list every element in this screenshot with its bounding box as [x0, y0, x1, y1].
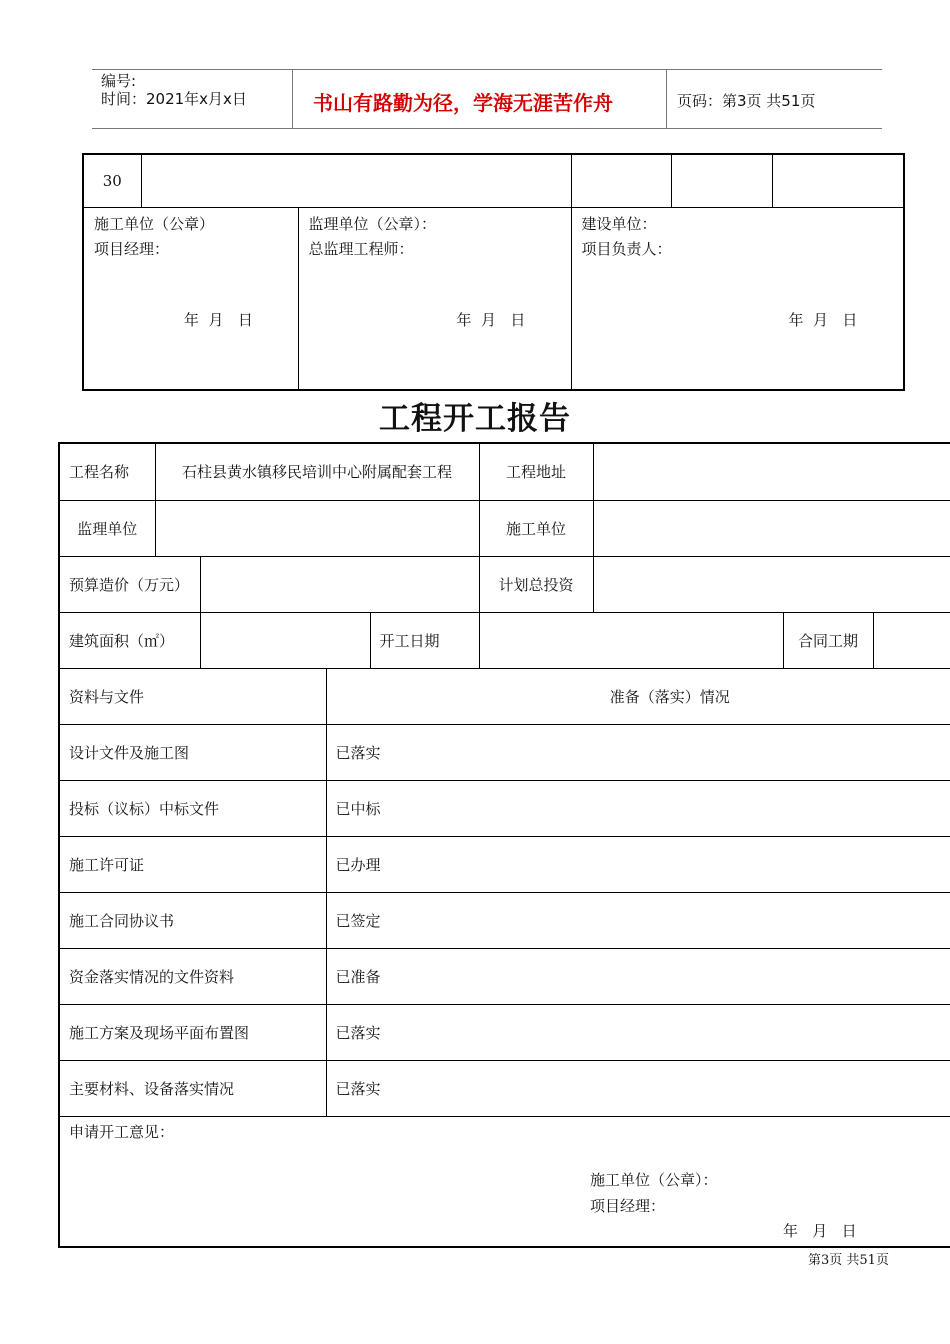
doc-item: 施工合同协议书 — [59, 892, 326, 948]
area-value — [200, 612, 370, 668]
header-divider-2 — [666, 69, 667, 128]
owner-signature-cell — [571, 207, 904, 390]
opinion-unit-label: 施工单位（公章）： — [590, 1170, 718, 1189]
chief-supervisor-label: 总监理工程师： — [308, 239, 414, 258]
construction-unit-value — [593, 500, 950, 556]
supervision-unit-label: 监理单位（公章）： — [308, 214, 437, 233]
table-row — [59, 780, 950, 836]
project-address-label: 工程地址 — [479, 443, 593, 500]
opinion-label: 申请开工意见： — [69, 1122, 175, 1141]
doc-status: 已准备 — [326, 948, 950, 1004]
project-name-label: 工程名称 — [59, 443, 155, 500]
table-row — [59, 612, 950, 668]
planned-investment-value — [593, 556, 950, 612]
supervision-signature-cell — [298, 207, 571, 390]
doc-item: 设计文件及施工图 — [59, 724, 326, 780]
opinion-date: 年 月 日 — [783, 1221, 857, 1240]
opinion-cell — [59, 1116, 950, 1247]
table-row — [59, 892, 950, 948]
doc-item: 主要材料、设备落实情况 — [59, 1060, 326, 1116]
start-report-table — [58, 442, 950, 1248]
table-row — [59, 1060, 950, 1116]
table-row — [59, 500, 950, 556]
construction-date: 年 月 日 — [184, 310, 253, 329]
doc-item: 施工许可证 — [59, 836, 326, 892]
supervision-unit-value — [155, 500, 479, 556]
header-motto: 书山有路勤为径，学海无涯苦作舟 — [313, 91, 613, 115]
construction-unit-label: 施工单位（公章） — [94, 214, 215, 233]
table-row — [59, 556, 950, 612]
table-row — [83, 154, 904, 207]
project-lead-label: 项目负责人： — [581, 239, 672, 258]
header-time: 时间：2021年x月x日 — [101, 90, 247, 108]
start-date-label: 开工日期 — [370, 612, 479, 668]
project-name-value: 石柱县黄水镇移民培训中心附属配套工程 — [155, 443, 479, 500]
header-divider-1 — [292, 69, 293, 128]
budget-value — [200, 556, 479, 612]
area-label: 建筑面积（㎡） — [59, 612, 200, 668]
contract-period-value — [873, 612, 950, 668]
doc-status: 已办理 — [326, 836, 950, 892]
supervision-unit-label: 监理单位 — [59, 500, 155, 556]
row-number-cell: 30 — [83, 154, 141, 207]
doc-item: 施工方案及现场平面布置图 — [59, 1004, 326, 1060]
signature-row — [83, 207, 904, 390]
docs-header: 资料与文件 — [59, 668, 326, 724]
doc-status: 已落实 — [326, 1004, 950, 1060]
table-row — [59, 948, 950, 1004]
owner-unit-label: 建设单位： — [581, 214, 657, 233]
owner-date: 年 月 日 — [788, 310, 858, 329]
doc-item: 资金落实情况的文件资料 — [59, 948, 326, 1004]
doc-status: 已中标 — [326, 780, 950, 836]
header-bottom-rule — [92, 128, 882, 129]
footer-page-number: 第3页 共51页 — [808, 1253, 889, 1268]
header-page-number: 页码：第3页 共51页 — [677, 92, 816, 110]
table-row — [59, 724, 950, 780]
construction-signature-cell — [83, 207, 298, 390]
header-top-rule — [92, 69, 882, 70]
table-row — [59, 836, 950, 892]
project-address-value — [593, 443, 950, 500]
project-manager-label: 项目经理： — [94, 239, 170, 258]
empty-cell — [772, 154, 904, 207]
empty-cell — [571, 154, 671, 207]
budget-label: 预算造价（万元） — [59, 556, 200, 612]
signature-table — [82, 153, 905, 391]
table-row — [59, 668, 950, 724]
doc-status: 已落实 — [326, 1060, 950, 1116]
doc-status: 已落实 — [326, 724, 950, 780]
table-row — [59, 1004, 950, 1060]
start-date-value — [479, 612, 783, 668]
construction-unit-label: 施工单位 — [479, 500, 593, 556]
empty-cell — [671, 154, 772, 207]
report-title: 工程开工报告 — [379, 401, 571, 437]
header-number-label: 编号: — [101, 72, 137, 90]
opinion-row — [59, 1116, 950, 1247]
opinion-manager-label: 项目经理： — [590, 1196, 666, 1215]
supervision-date: 年 月 日 — [456, 310, 526, 329]
doc-status: 已签定 — [326, 892, 950, 948]
empty-cell — [141, 154, 571, 207]
table-row — [59, 443, 950, 500]
planned-investment-label: 计划总投资 — [479, 556, 593, 612]
status-header: 准备（落实）情况 — [326, 668, 950, 724]
doc-item: 投标（议标）中标文件 — [59, 780, 326, 836]
contract-period-label: 合同工期 — [783, 612, 873, 668]
